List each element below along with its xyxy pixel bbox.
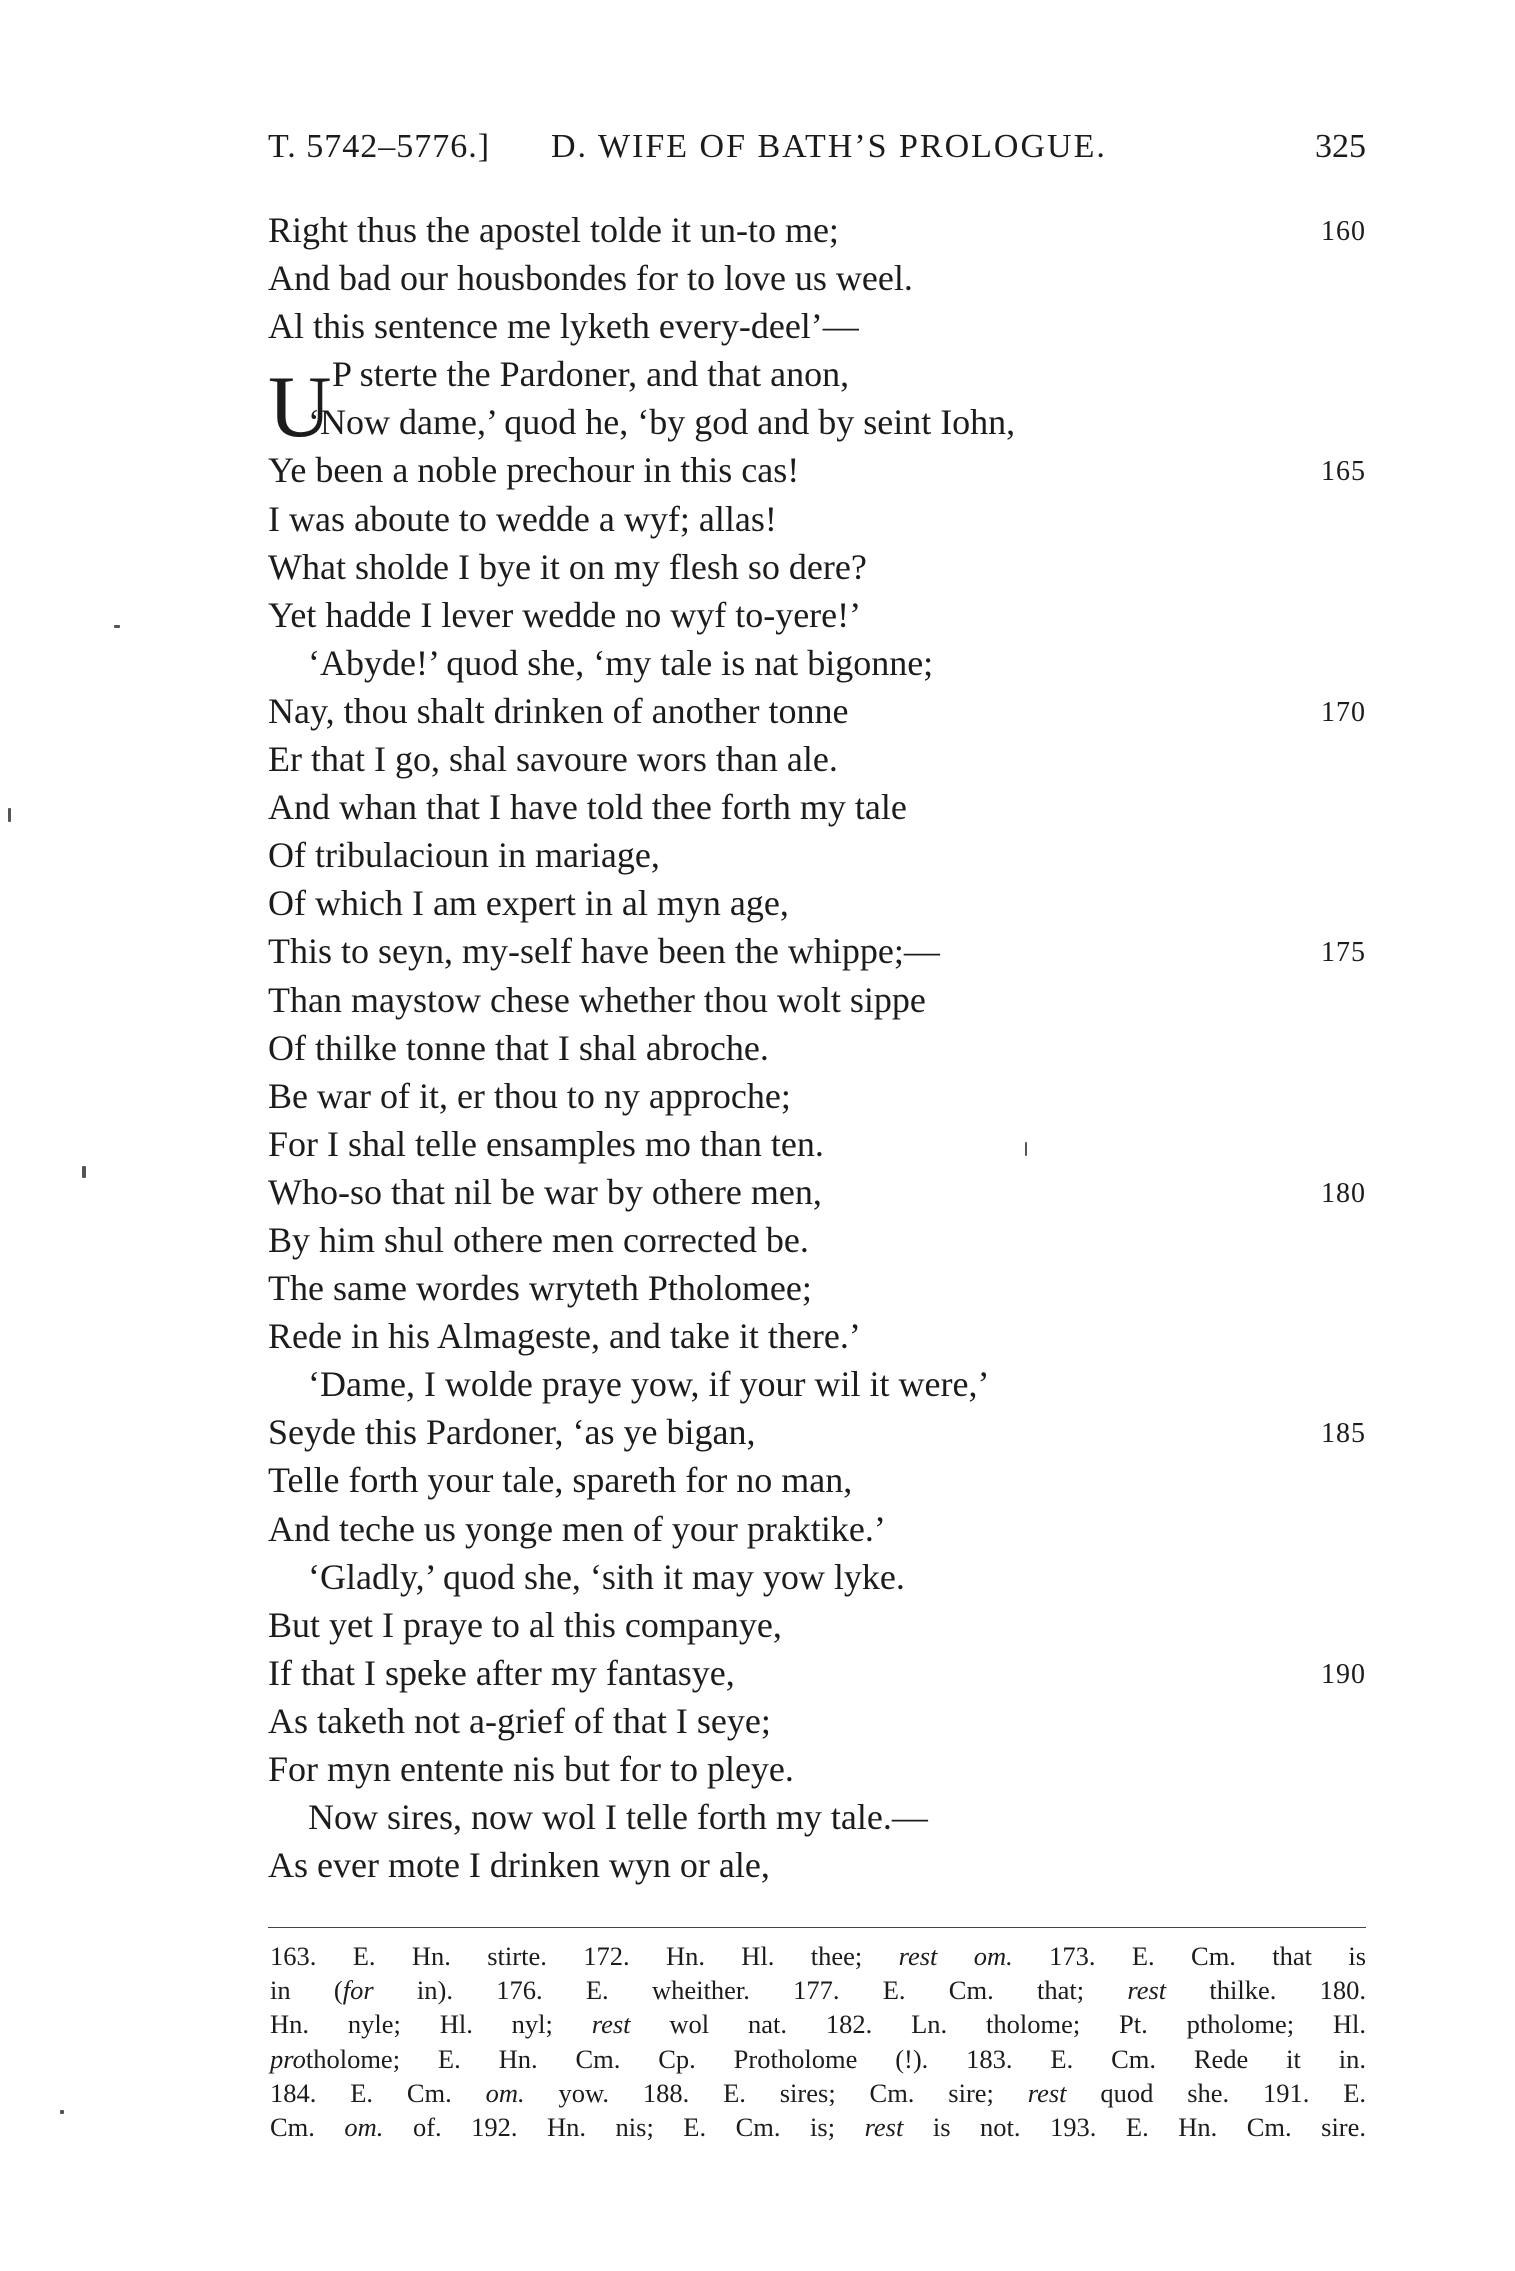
line-number: 185 [1321, 1418, 1366, 1450]
verse-text: P sterte the Pardoner, and that anon, [332, 354, 850, 395]
line-number: 180 [1321, 1177, 1366, 1209]
line-number: 190 [1321, 1658, 1366, 1690]
drop-cap: U [268, 359, 332, 457]
verse-line [268, 783, 1366, 831]
line-number: 175 [1321, 937, 1366, 969]
verse-text: Who-so that nil be war by othere men, [268, 1171, 822, 1212]
verse-text: Nay, thou shalt drinken of another tonne [268, 690, 849, 731]
verse-text: Al this sentence me lyketh every-deel’— [268, 306, 859, 347]
verse-text: This to seyn, my-self have been the whippe;— [268, 931, 940, 972]
verse-line [268, 927, 1366, 975]
verse-line [268, 1216, 1366, 1264]
scan-speck [60, 2110, 64, 2114]
footnote-line: 184. E. Cm. om. yow. 188. E. sires; Cm. sire; rest quod she. 191. E. [270, 2077, 1367, 2108]
verse-text: Than maystow chese whether thou wolt sippe [268, 979, 926, 1020]
page-number: 325 [1315, 128, 1366, 165]
scan-speck [8, 808, 11, 822]
verse-text: Now sires, now wol I telle forth my tale.— [308, 1797, 928, 1838]
line-range: T. 5742–5776.] [268, 128, 491, 165]
verse-line [268, 1312, 1366, 1360]
verse-text: ‘Now dame,’ quod he, ‘by god and by seint Iohn, [308, 402, 1016, 443]
footnotes [270, 1939, 1366, 2144]
verse-line [268, 879, 1366, 927]
verse-text: By him shul othere men corrected be. [268, 1219, 809, 1260]
verse-text: And whan that I have told thee forth my tale [268, 787, 907, 828]
verse-line [268, 495, 1366, 543]
verse-text: Telle forth your tale, spareth for no man, [268, 1460, 853, 1501]
verse-line [268, 591, 1366, 639]
footnote-line: in (for in). 176. E. wheither. 177. E. Cm. that; rest thilke. 180. [270, 1975, 1367, 2006]
verse-text: Of thilke tonne that I shal abroche. [268, 1027, 769, 1068]
verse-text: For myn entente nis but for to pleye. [268, 1749, 794, 1789]
verse-text: And bad our housbondes for to love us weel. [268, 258, 913, 299]
verse-text: Right thus the apostel tolde it un-to me; [268, 210, 839, 250]
running-header [268, 128, 1366, 178]
verse-line [268, 1456, 1366, 1504]
verse-text: ‘Abyde!’ quod she, ‘my tale is nat bigonne; [308, 642, 934, 683]
verse-text: Be war of it, er thou to ny approche; [268, 1075, 791, 1116]
footnote-line: protholome; E. Hn. Cm. Cp. Protholome (!). 183. E. Cm. Rede it in. [270, 2043, 1367, 2074]
verse-text: Ye been a noble prechour in this cas! [268, 450, 800, 491]
verse-text: As ever mote I drinken wyn or ale, [268, 1845, 770, 1886]
verse-line [268, 398, 1366, 446]
verse-text: If that I speke after my fantasye, [268, 1652, 735, 1693]
verse-text: What sholde I bye it on my flesh so dere? [268, 546, 867, 587]
line-number: 165 [1321, 456, 1366, 488]
verse-line [268, 1360, 1366, 1408]
footnote-rule [268, 1927, 1366, 1928]
verse-text: Rede in his Almageste, and take it there.’ [268, 1316, 861, 1357]
verse-line [268, 1408, 1366, 1456]
verse-text: I was aboute to wedde a wyf; allas! [268, 498, 777, 539]
verse-line [268, 831, 1366, 879]
verse-line [268, 1649, 1366, 1697]
verse-line [268, 446, 1366, 494]
verse-text: The same wordes wryteth Ptholomee; [268, 1268, 812, 1309]
verse-line [268, 1601, 1366, 1649]
line-number: 160 [1321, 216, 1366, 247]
verse-line [268, 1793, 1366, 1841]
scan-speck [82, 1166, 86, 1178]
verse-line [268, 1264, 1366, 1312]
verse-text: But yet I praye to al this companye, [268, 1604, 782, 1645]
verse-line [268, 543, 1366, 591]
footnote-line: Cm. om. of. 192. Hn. nis; E. Cm. is; rest is not. 193. E. Hn. Cm. sire. [270, 2111, 1367, 2142]
verse-text: As taketh not a-grief of that I seye; [268, 1700, 771, 1741]
verse-text: Seyde this Pardoner, ‘as ye bigan, [268, 1412, 756, 1453]
verse-line [268, 735, 1366, 783]
verse-line [268, 1505, 1366, 1553]
verse-text: And teche us yonge men of your praktike.’ [268, 1508, 886, 1549]
verse-line [268, 687, 1366, 735]
verse-text: For I shal telle ensamples mo than ten. [268, 1123, 824, 1164]
page-title: D. WIFE OF BATH’S PROLOGUE. [551, 128, 1107, 165]
verse-text: ‘Dame, I wolde praye yow, if your wil it were,’ [308, 1364, 990, 1405]
verse-line [268, 1072, 1366, 1120]
verse-line [268, 1697, 1366, 1745]
verse-line [268, 1745, 1366, 1793]
verse-text: Er that I go, shal savoure wors than ale. [268, 739, 838, 780]
footnote-line: 163. E. Hn. stirte. 172. Hn. Hl. thee; rest om. 173. E. Cm. that is [270, 1941, 1367, 1971]
verse-text: Of which I am expert in al myn age, [268, 883, 789, 924]
verse-line [268, 1120, 1366, 1168]
scan-speck [114, 625, 120, 628]
poem-text [268, 206, 1366, 1889]
verse-line [268, 976, 1366, 1024]
footnote-line: Hn. nyle; Hl. nyl; rest wol nat. 182. Ln. tholome; Pt. ptholome; Hl. [270, 2009, 1367, 2040]
verse-line [268, 206, 1366, 254]
verse-line [268, 254, 1366, 302]
verse-line [268, 639, 1366, 687]
verse-text: Of tribulacioun in mariage, [268, 835, 660, 876]
verse-line [268, 1553, 1366, 1601]
scan-speck [1025, 1142, 1027, 1156]
verse-text: Yet hadde I lever wedde no wyf to-yere!’ [268, 594, 862, 635]
verse-line [268, 1024, 1366, 1072]
verse-line [268, 1841, 1366, 1889]
line-number: 170 [1321, 696, 1366, 728]
verse-line [268, 302, 1366, 350]
verse-text: ‘Gladly,’ quod she, ‘sith it may yow lyke. [308, 1556, 905, 1597]
verse-line [268, 1168, 1366, 1216]
